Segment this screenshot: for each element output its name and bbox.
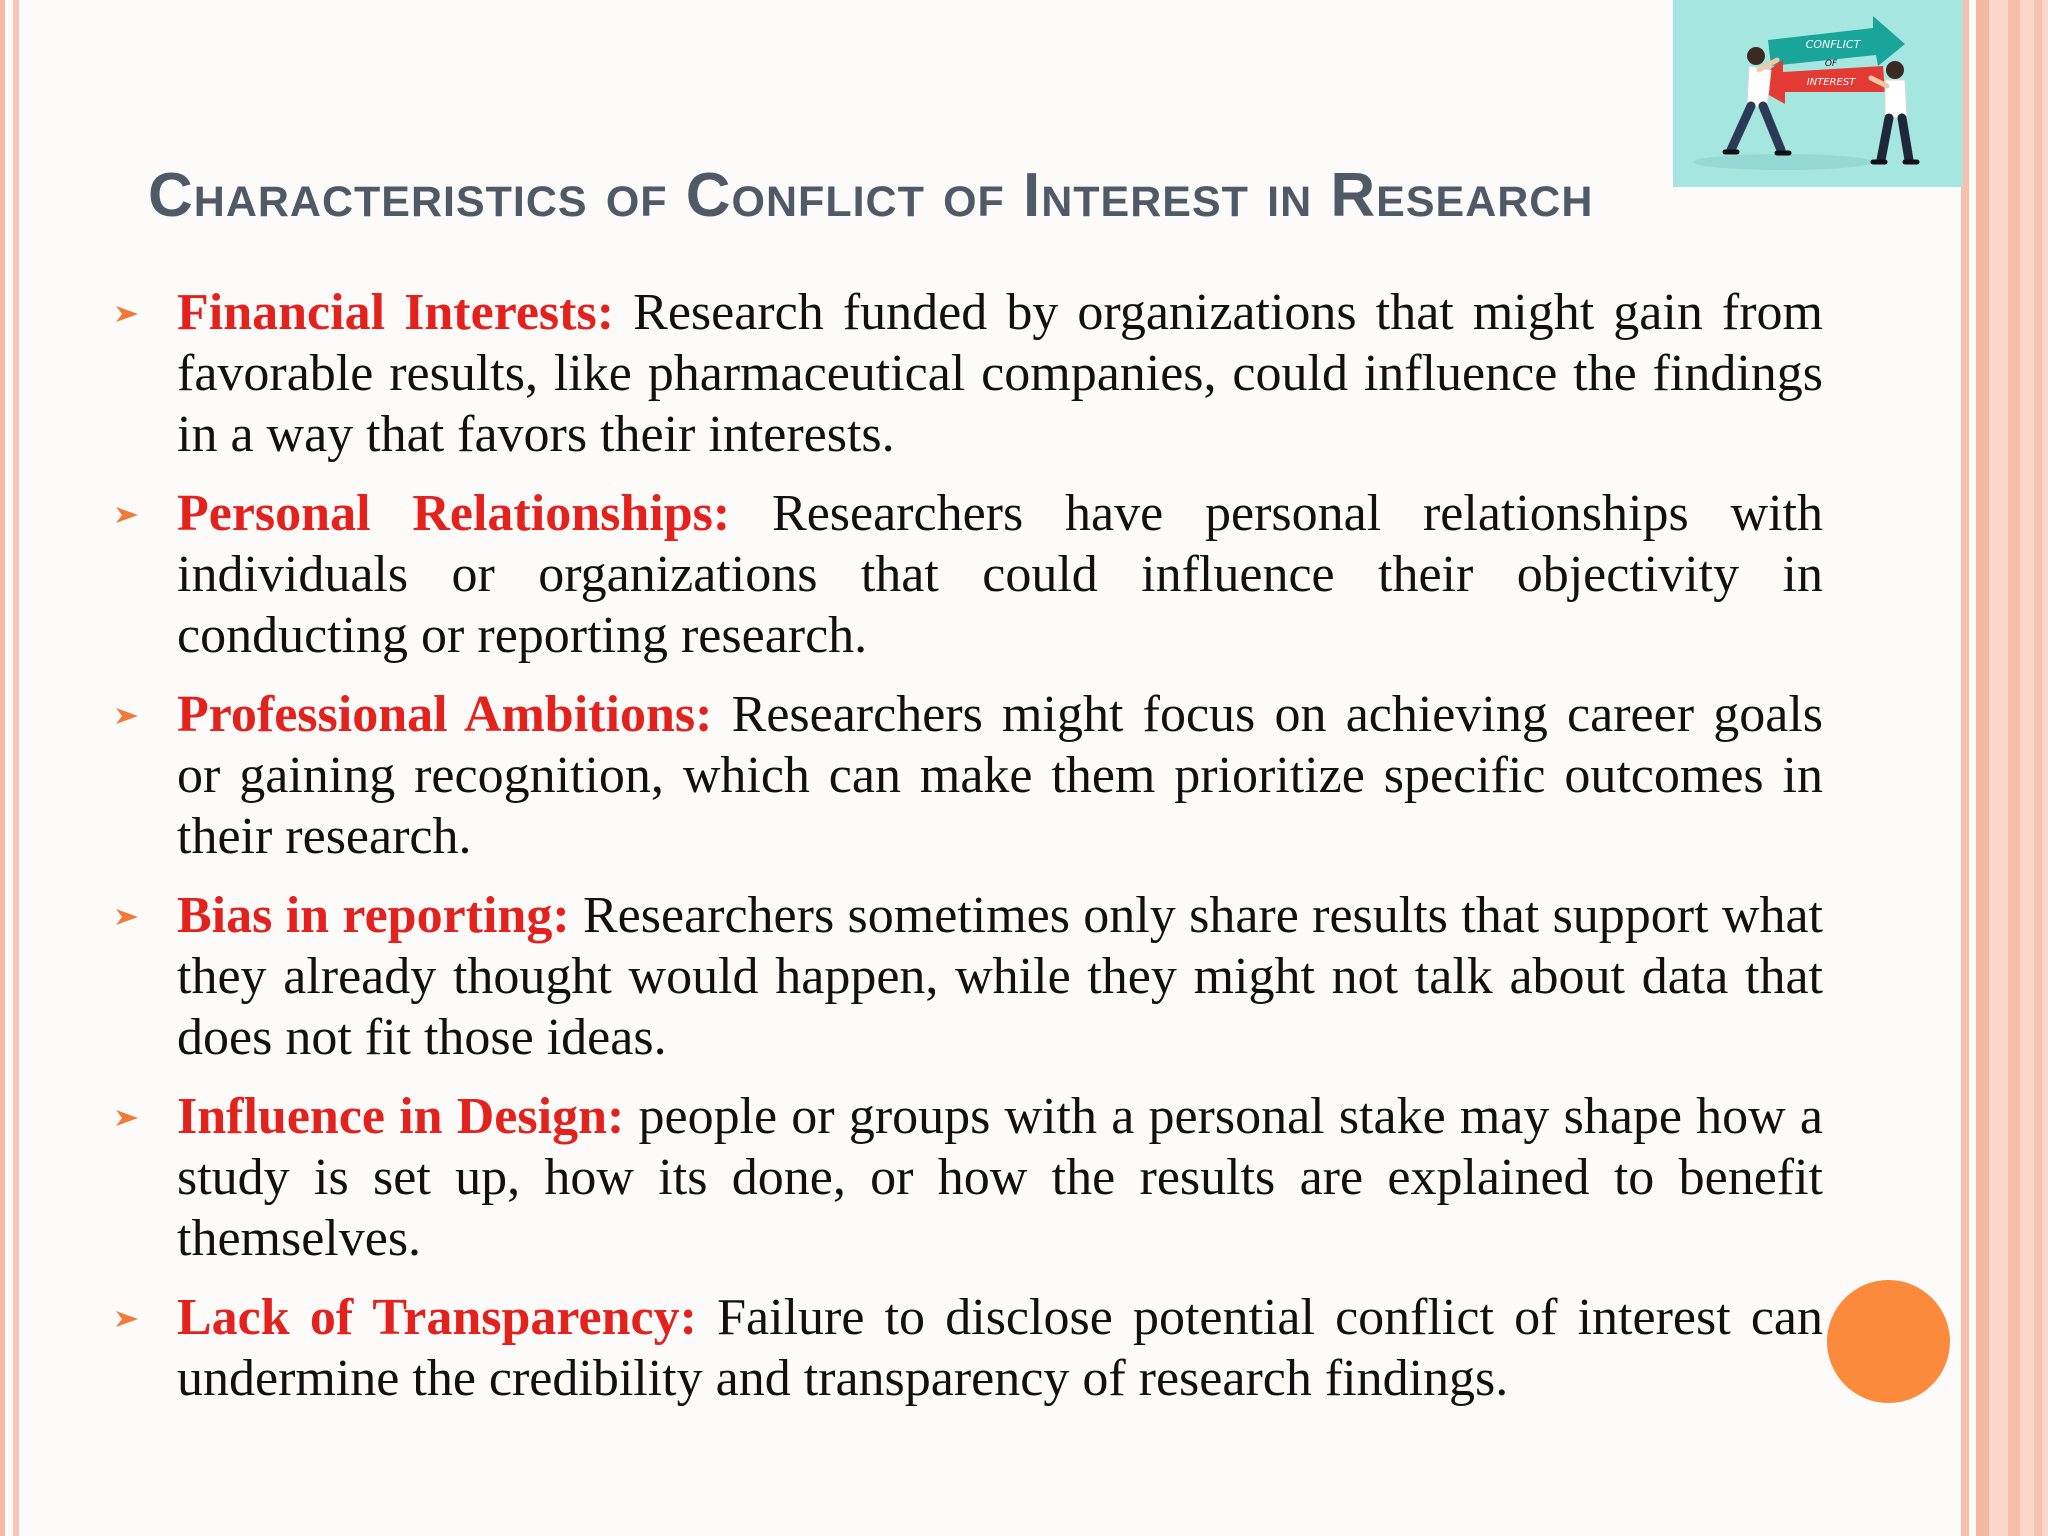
conflict-of-interest-illustration — [1673, 0, 1963, 187]
bullet-text: Researchers have personal relationships with individuals or organizations that could influence their objectivity in conducting or reporting research. — [177, 485, 1823, 664]
bullet-term: Personal Relationships: — [177, 485, 731, 542]
arrow-text-interest: INTEREST — [1806, 77, 1856, 88]
bullet-list — [108, 282, 1823, 1427]
bullet-term: Lack of Transparency: — [177, 1289, 697, 1346]
arrowhead-bullet-icon — [114, 907, 140, 927]
tug-of-war-illustration — [1673, 0, 1963, 187]
bullet-item-bias-in-reporting — [108, 885, 1823, 1068]
arrowhead-bullet-icon — [114, 1108, 140, 1128]
arrow-text-of: OF — [1824, 59, 1838, 69]
bullet-text: people or groups with a personal stake may shape how a study is set up, how its done, or how the results are explained to benefit themselves. — [177, 1088, 1823, 1267]
left-border-stripe — [0, 0, 5, 1536]
arrowhead-bullet-icon — [114, 505, 140, 525]
bullet-item-professional-ambitions — [108, 684, 1823, 867]
arrowhead-bullet-icon — [114, 1309, 140, 1329]
orange-circle-decoration — [1827, 1280, 1950, 1403]
right-border-stripe — [1961, 0, 1969, 1536]
bullet-item-lack-of-transparency — [108, 1287, 1823, 1409]
bullet-text: Failure to disclose potential conflict of interest can undermine the credibility and transparency of research findings. — [177, 1289, 1823, 1407]
bullet-item-influence-in-design — [108, 1086, 1823, 1269]
arrowhead-bullet-icon — [114, 706, 140, 726]
bullet-term: Influence in Design: — [177, 1088, 625, 1145]
arrow-text-conflict: CONFLICT — [1805, 38, 1861, 51]
right-border-stripe — [2034, 0, 2042, 1536]
right-border-stripe — [1976, 0, 1989, 1536]
bullet-item-financial-interests — [108, 282, 1823, 465]
arrowhead-bullet-icon — [114, 304, 140, 324]
slide-title: Characteristics of Conflict of Interest in Research — [148, 161, 1594, 230]
bullet-term: Financial Interests: — [177, 284, 615, 341]
left-border-stripe-inner — [13, 0, 19, 1536]
bullet-item-personal-relationships — [108, 483, 1823, 666]
right-border-stripe — [2008, 0, 2020, 1536]
bullet-term: Bias in reporting: — [177, 887, 570, 944]
bullet-text: Researchers might focus on achieving career goals or gaining recognition, which can make them prioritize specific outcomes in their research. — [177, 686, 1823, 865]
bullet-text: Research funded by organizations that might gain from favorable results, like pharmaceutical companies, could influence the findings in a way that favors their interests. — [177, 284, 1824, 463]
bullet-text: Researchers sometimes only share results that support what they already thought would happen, while they might not talk about data that does not fit those ideas. — [177, 887, 1823, 1066]
bullet-term: Professional Ambitions: — [177, 686, 713, 743]
